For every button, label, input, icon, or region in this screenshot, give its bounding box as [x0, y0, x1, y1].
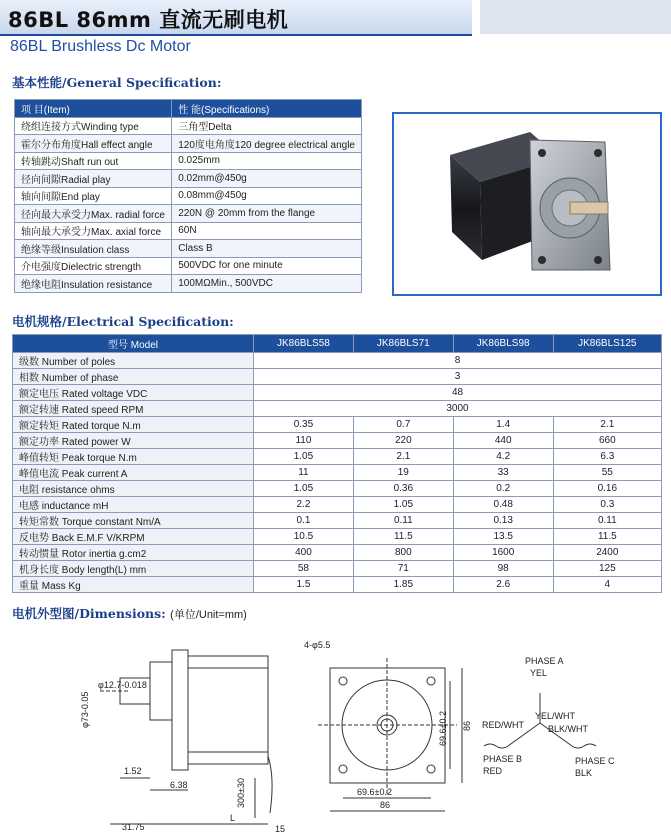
wire-phase-a: PHASE A: [525, 656, 564, 666]
wire-phase-b: PHASE B: [483, 754, 523, 764]
electrical-value-cell: 58: [254, 560, 354, 576]
general-spec-row: [15, 222, 362, 240]
electrical-value-cell: 1.85: [353, 576, 453, 592]
title-band: [0, 0, 472, 36]
electrical-param-label: 电感 inductance mH: [13, 496, 254, 512]
general-spec-row: [15, 205, 362, 223]
general-item-cell: 绕组连接方式Winding type: [15, 117, 172, 135]
dim-1-52: 1.52: [124, 766, 142, 776]
dim-6-38: 6.38: [170, 780, 188, 790]
electrical-param-label: 转矩常数 Torque constant Nm/A: [13, 512, 254, 528]
electrical-param-label: 转动惯量 Rotor inertia g.cm2: [13, 544, 254, 560]
general-value-cell: 三角型Delta: [172, 117, 362, 135]
general-value-cell: 500VDC for one minute: [172, 257, 362, 275]
motor-photo: [410, 120, 650, 285]
general-spec-row: [15, 275, 362, 293]
electrical-value-cell: 10.5: [254, 528, 354, 544]
electrical-param-label: 级数 Number of poles: [13, 352, 254, 368]
electrical-value-cell: 110: [254, 432, 354, 448]
electrical-row: [13, 416, 662, 432]
dim-size-horizontal: 86: [380, 800, 391, 810]
dim-body-length: L: [230, 813, 236, 823]
general-item-cell: 霍尔分布角度Hall effect angle: [15, 135, 172, 153]
general-value-cell: 0.02mm@450g: [172, 170, 362, 188]
general-col-item: 项 目(Item): [15, 100, 172, 118]
electrical-row: [13, 368, 662, 384]
general-spec-row: [15, 117, 362, 135]
flange-outline: [172, 650, 188, 770]
body-outline: [188, 656, 268, 764]
dimensions-unit-note: (单位/Unit=mm): [170, 609, 247, 621]
electrical-value-cell: 2.6: [453, 576, 553, 592]
electrical-value-cell: 440: [453, 432, 553, 448]
electrical-value-cell: 0.11: [353, 512, 453, 528]
electrical-param-label: 重量 Mass Kg: [13, 576, 254, 592]
electrical-value-cell: 1.5: [254, 576, 354, 592]
dim-pcd-horizontal: 69.6±0.2: [357, 787, 392, 797]
electrical-value-cell: 98: [453, 560, 553, 576]
electrical-shared-value: 3000: [254, 400, 662, 416]
electrical-row: [13, 560, 662, 576]
wire-red-wht: RED/WHT: [482, 720, 524, 730]
electrical-value-cell: 11: [254, 464, 354, 480]
electrical-row: [13, 464, 662, 480]
electrical-value-cell: 2.2: [254, 496, 354, 512]
electrical-value-cell: 0.1: [254, 512, 354, 528]
electrical-value-cell: 1.05: [254, 448, 354, 464]
electrical-value-cell: 4.2: [453, 448, 553, 464]
electrical-param-label: 峰值转矩 Peak torque N.m: [13, 448, 254, 464]
electrical-shared-value: 8: [254, 352, 662, 368]
cable-outline: [268, 756, 272, 813]
dim-pcd-vertical: 69.6±0.2: [438, 711, 448, 746]
dim-31-75: 31.75: [122, 822, 145, 832]
general-spec-row: [15, 170, 362, 188]
electrical-shared-value: 3: [254, 368, 662, 384]
general-value-cell: 0.025mm: [172, 152, 362, 170]
electrical-value-cell: 4: [553, 576, 661, 592]
general-item-cell: 径向间隙Radial play: [15, 170, 172, 188]
electrical-value-cell: 400: [254, 544, 354, 560]
general-value-cell: Class B: [172, 240, 362, 258]
general-value-cell: 220N @ 20mm from the flange: [172, 205, 362, 223]
elec-col-model-0: JK86BLS58: [254, 335, 354, 353]
electrical-value-cell: 0.13: [453, 512, 553, 528]
general-value-cell: 60N: [172, 222, 362, 240]
general-spec-row: [15, 257, 362, 275]
electrical-value-cell: 800: [353, 544, 453, 560]
electrical-value-cell: 1.4: [453, 416, 553, 432]
electrical-value-cell: 19: [353, 464, 453, 480]
dim-pilot-dia: φ73-0.05: [80, 691, 90, 728]
general-col-spec: 性 能(Specifications): [172, 100, 362, 118]
electrical-value-cell: 1.05: [353, 496, 453, 512]
electrical-row: [13, 400, 662, 416]
electrical-row: [13, 480, 662, 496]
general-item-cell: 轴向最大承受力Max. axial force: [15, 222, 172, 240]
general-spec-row: [15, 135, 362, 153]
electrical-value-cell: 0.48: [453, 496, 553, 512]
electrical-param-label: 额定转矩 Rated torque N.m: [13, 416, 254, 432]
electrical-value-cell: 1600: [453, 544, 553, 560]
elec-col-model-2: JK86BLS98: [453, 335, 553, 353]
electrical-value-cell: 13.5: [453, 528, 553, 544]
dim-15: 15: [275, 824, 286, 834]
electrical-row: [13, 576, 662, 592]
electrical-value-cell: 2.1: [553, 416, 661, 432]
general-item-cell: 绝缘电阻Insulation resistance: [15, 275, 172, 293]
electrical-value-cell: 0.36: [353, 480, 453, 496]
general-spec-table: [14, 99, 362, 293]
wire-yel-wht: YEL/WHT: [535, 711, 576, 721]
electrical-param-label: 反电势 Back E.M.F V/KRPM: [13, 528, 254, 544]
electrical-spec-table: [12, 334, 662, 593]
electrical-value-cell: 0.3: [553, 496, 661, 512]
electrical-param-label: 额定功率 Rated power W: [13, 432, 254, 448]
wire-phase-c: PHASE C: [575, 756, 615, 766]
general-item-cell: 径向最大承受力Max. radial force: [15, 205, 172, 223]
general-item-cell: 轴向间隙End play: [15, 187, 172, 205]
title-band-right: [480, 0, 671, 34]
electrical-value-cell: 125: [553, 560, 661, 576]
electrical-value-cell: 55: [553, 464, 661, 480]
electrical-value-cell: 220: [353, 432, 453, 448]
electrical-param-label: 电阻 resistance ohms: [13, 480, 254, 496]
electrical-value-cell: 2400: [553, 544, 661, 560]
general-spec-row: [15, 152, 362, 170]
electrical-value-cell: 6.3: [553, 448, 661, 464]
elec-col-model-1: JK86BLS71: [353, 335, 453, 353]
dimensions-heading: [12, 604, 247, 622]
electrical-param-label: 额定电压 Rated voltage VDC: [13, 384, 254, 400]
electrical-spec-heading: 电机规格/Electrical Specification:: [12, 314, 234, 329]
electrical-row: [13, 432, 662, 448]
electrical-param-label: 峰值电流 Peak current A: [13, 464, 254, 480]
wire-yel: YEL: [530, 668, 548, 678]
electrical-row: [13, 352, 662, 368]
elec-col-model-3: JK86BLS125: [553, 335, 661, 353]
elec-col-model: 型号 Model: [13, 335, 254, 353]
electrical-value-cell: 0.16: [553, 480, 661, 496]
electrical-shared-value: 48: [254, 384, 662, 400]
dim-shaft-dia: φ12.7-0.018: [98, 680, 147, 690]
general-value-cell: 0.08mm@450g: [172, 187, 362, 205]
electrical-value-cell: 1.05: [254, 480, 354, 496]
page-title: 86BL 86mm 直流无刷电机: [8, 8, 289, 32]
wire-blk: BLK: [575, 768, 593, 778]
electrical-value-cell: 11.5: [553, 528, 661, 544]
general-spec-heading: 基本性能/General Specification:: [12, 75, 222, 90]
electrical-value-cell: 660: [553, 432, 661, 448]
electrical-row: [13, 496, 662, 512]
page-subtitle: 86BL Brushless Dc Motor: [10, 38, 191, 55]
electrical-value-cell: 33: [453, 464, 553, 480]
dim-cable-length: 300±30: [236, 778, 246, 808]
electrical-value-cell: 0.7: [353, 416, 453, 432]
general-spec-row: [15, 240, 362, 258]
general-value-cell: 120度电角度120 degree electrical angle: [172, 135, 362, 153]
electrical-row: [13, 512, 662, 528]
electrical-row: [13, 544, 662, 560]
electrical-value-cell: 2.1: [353, 448, 453, 464]
electrical-value-cell: 71: [353, 560, 453, 576]
electrical-value-cell: 0.35: [254, 416, 354, 432]
wire-blk-wht: BLK/WHT: [548, 724, 589, 734]
electrical-row: [13, 448, 662, 464]
general-item-cell: 绝缘等级Insulation class: [15, 240, 172, 258]
electrical-row: [13, 528, 662, 544]
wire-red: RED: [483, 766, 503, 776]
dim-size-vertical: 86: [462, 720, 472, 731]
general-spec-row: [15, 187, 362, 205]
electrical-param-label: 额定转速 Rated speed RPM: [13, 400, 254, 416]
dim-holes: 4-φ5.5: [304, 640, 331, 650]
dimension-drawing: [0, 628, 671, 835]
electrical-param-label: 机身长度 Body length(L) mm: [13, 560, 254, 576]
electrical-row: [13, 384, 662, 400]
electrical-value-cell: 0.11: [553, 512, 661, 528]
electrical-param-label: 相数 Number of phase: [13, 368, 254, 384]
general-value-cell: 100MΩMin., 500VDC: [172, 275, 362, 293]
general-item-cell: 介电强度Dielectric strength: [15, 257, 172, 275]
general-item-cell: 转轴跳动Shaft run out: [15, 152, 172, 170]
electrical-value-cell: 0.2: [453, 480, 553, 496]
electrical-value-cell: 11.5: [353, 528, 453, 544]
dimensions-title: 电机外型图/Dimensions:: [12, 606, 166, 621]
pilot-outline: [150, 662, 172, 720]
